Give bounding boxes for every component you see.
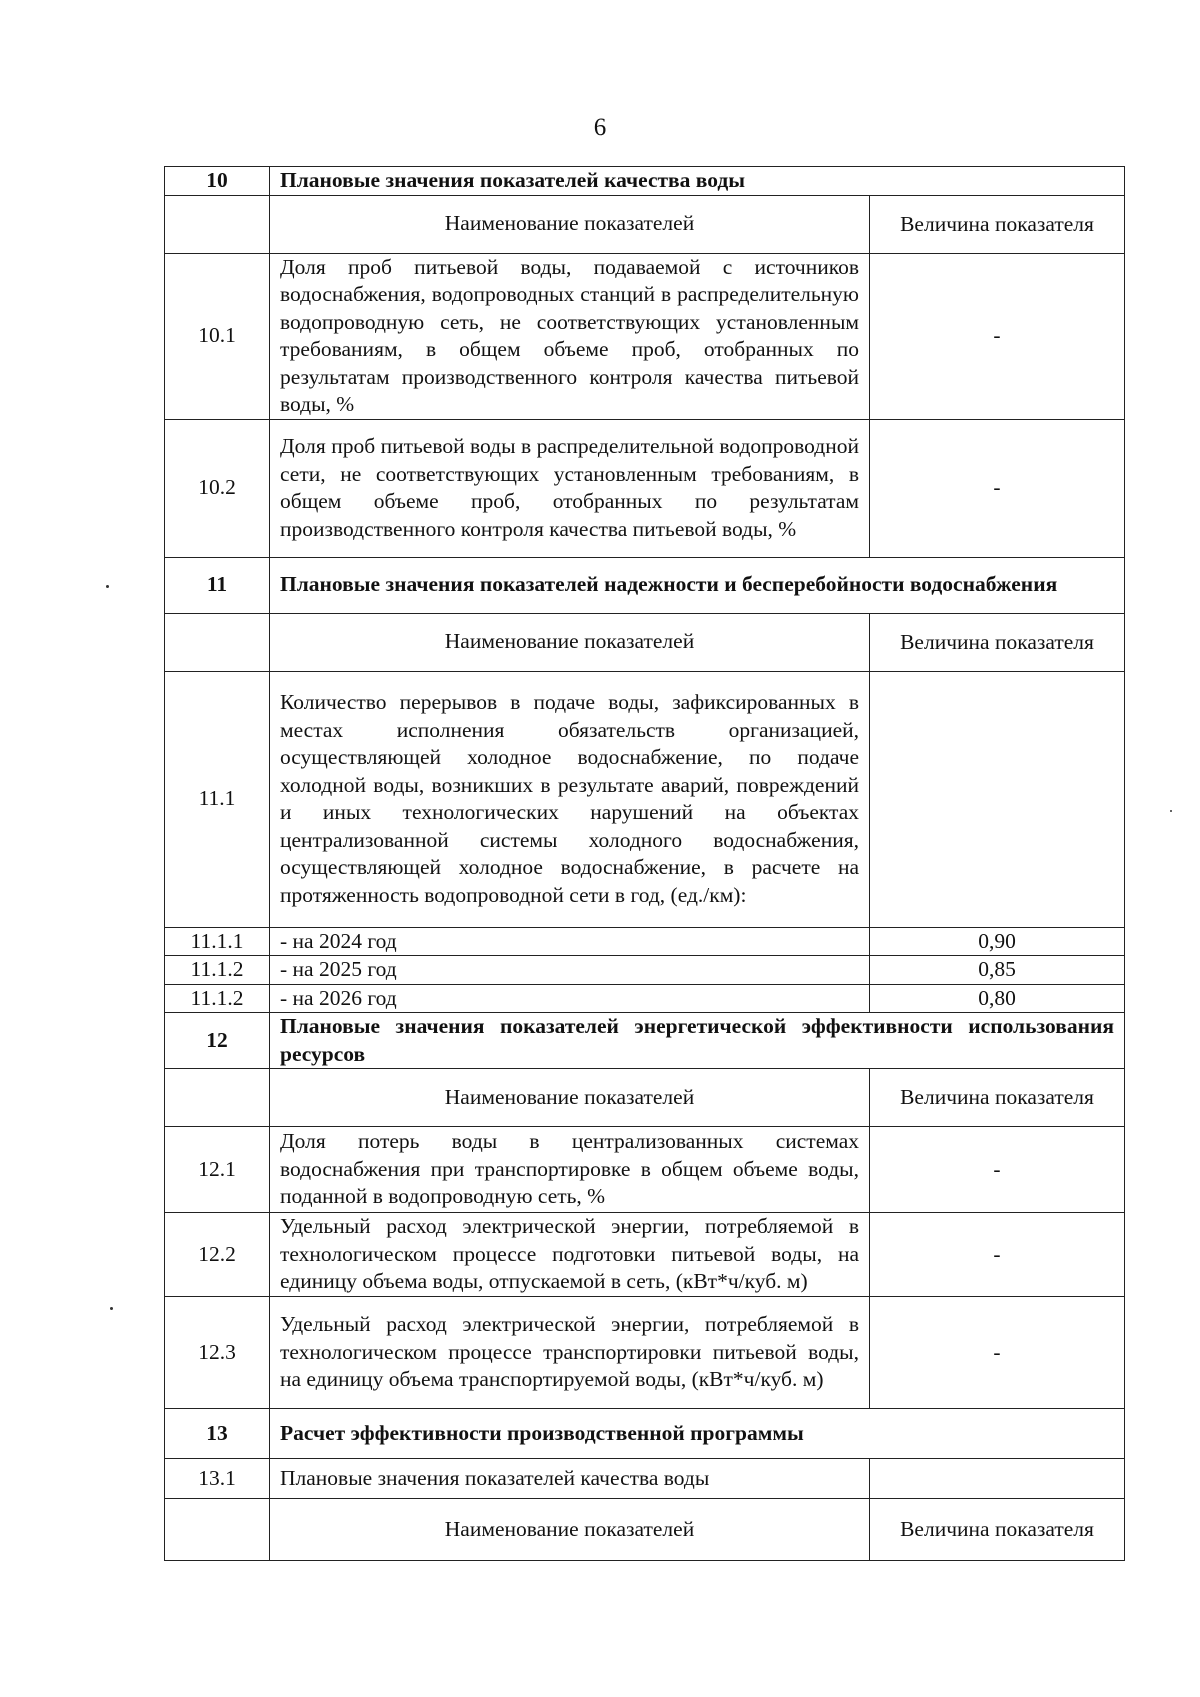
table-row [165, 1297, 1125, 1409]
header-name: Наименование показателей [270, 1069, 870, 1127]
row-value: - [870, 1213, 1125, 1297]
scan-speck [106, 585, 109, 588]
row-value [870, 1459, 1125, 1499]
row-number: 10.2 [165, 419, 270, 557]
table-row [165, 1127, 1125, 1213]
row-text: Удельный расход электрической энергии, потребляемой в технологическом процессе транспортировки питьевой воды, на единицу объема транспортируемой воды, (кВт*ч/куб. м) [270, 1297, 870, 1409]
table-row [165, 253, 1125, 419]
subrow-text: - на 2026 год [270, 984, 870, 1013]
section-row [165, 1013, 1125, 1069]
header-name: Наименование показателей [270, 195, 870, 253]
section-number: 10 [165, 167, 270, 196]
section-title: Расчет эффективности производственной программы [270, 1409, 1125, 1459]
row-value: - [870, 253, 1125, 419]
subrow-text: - на 2024 год [270, 927, 870, 956]
section-row [165, 557, 1125, 613]
row-number: 12.1 [165, 1127, 270, 1213]
row-text: Количество перерывов в подаче воды, зафиксированных в местах исполнения обязательств организацией, осуществляющей холодное водоснабжение, по подаче холодной воды, возникших в результате аварий, повреждений и иных технологических нарушений на объектах централизованной системы холодного водоснабжения, осуществляющей холодное водоснабжение, в расчете на протяженность водопроводной сети в год, (ед./км): [270, 671, 870, 927]
row-number: 12.2 [165, 1213, 270, 1297]
section-title: Плановые значения показателей качества воды [270, 167, 1125, 196]
subrow-number: 11.1.2 [165, 956, 270, 985]
section-row [165, 167, 1125, 196]
row-text: Доля потерь воды в централизованных системах водоснабжения при транспортировке в общем объеме воды, поданной в водопроводную сеть, % [270, 1127, 870, 1213]
section-row [165, 1409, 1125, 1459]
subrow [165, 956, 1125, 985]
section-title: Плановые значения показателей надежности и бесперебойности водоснабжения [270, 557, 1125, 613]
row-text: Доля проб питьевой воды в распределительной водопроводной сети, не соответствующих установленным требованиям, в общем объеме проб, отобранных по результатам производственного контроля качества питьевой воды, % [270, 419, 870, 557]
section-number: 13 [165, 1409, 270, 1459]
row-number: 12.3 [165, 1297, 270, 1409]
section-number: 12 [165, 1013, 270, 1069]
empty-cell [165, 195, 270, 253]
row-text: Удельный расход электрической энергии, потребляемой в технологическом процессе подготовки питьевой воды, на единицу объема воды, отпускаемой в сеть, (кВт*ч/куб. м) [270, 1213, 870, 1297]
row-value: - [870, 419, 1125, 557]
section-number: 11 [165, 557, 270, 613]
page-number: 6 [593, 114, 607, 141]
header-value: Величина показателя [870, 195, 1125, 253]
row-value: - [870, 1297, 1125, 1409]
table-row [165, 1213, 1125, 1297]
header-row [165, 613, 1125, 671]
row-text: Доля проб питьевой воды, подаваемой с источников водоснабжения, водопроводных станций в распределительную водопроводную сеть, не соответствующих установленным требованиям, в общем объеме проб, отобранных по результатам производственного контроля качества питьевой воды, % [270, 253, 870, 419]
header-name: Наименование показателей [270, 1499, 870, 1561]
header-value: Величина показателя [870, 1499, 1125, 1561]
empty-cell [165, 1499, 270, 1561]
scan-speck [1170, 810, 1172, 812]
row-value: - [870, 1127, 1125, 1213]
row-number: 13.1 [165, 1459, 270, 1499]
empty-cell [165, 613, 270, 671]
empty-cell [165, 1069, 270, 1127]
header-row [165, 1499, 1125, 1561]
subrow [165, 984, 1125, 1013]
subrow-value: 0,80 [870, 984, 1125, 1013]
header-row [165, 195, 1125, 253]
row-text: Плановые значения показателей качества воды [270, 1459, 870, 1499]
section-title: Плановые значения показателей энергетической эффективности использования ресурсов [270, 1013, 1125, 1069]
table-row [165, 1459, 1125, 1499]
table-row [165, 671, 1125, 927]
subrow-value: 0,85 [870, 956, 1125, 985]
subrow-number: 11.1.1 [165, 927, 270, 956]
subrow-number: 11.1.2 [165, 984, 270, 1013]
subrow-text: - на 2025 год [270, 956, 870, 985]
scan-speck [110, 1307, 113, 1310]
table-row [165, 419, 1125, 557]
indicators-table [164, 166, 1125, 1561]
row-number: 10.1 [165, 253, 270, 419]
header-row [165, 1069, 1125, 1127]
subrow [165, 927, 1125, 956]
row-value [870, 671, 1125, 927]
header-value: Величина показателя [870, 613, 1125, 671]
header-value: Величина показателя [870, 1069, 1125, 1127]
row-number: 11.1 [165, 671, 270, 927]
header-name: Наименование показателей [270, 613, 870, 671]
subrow-value: 0,90 [870, 927, 1125, 956]
